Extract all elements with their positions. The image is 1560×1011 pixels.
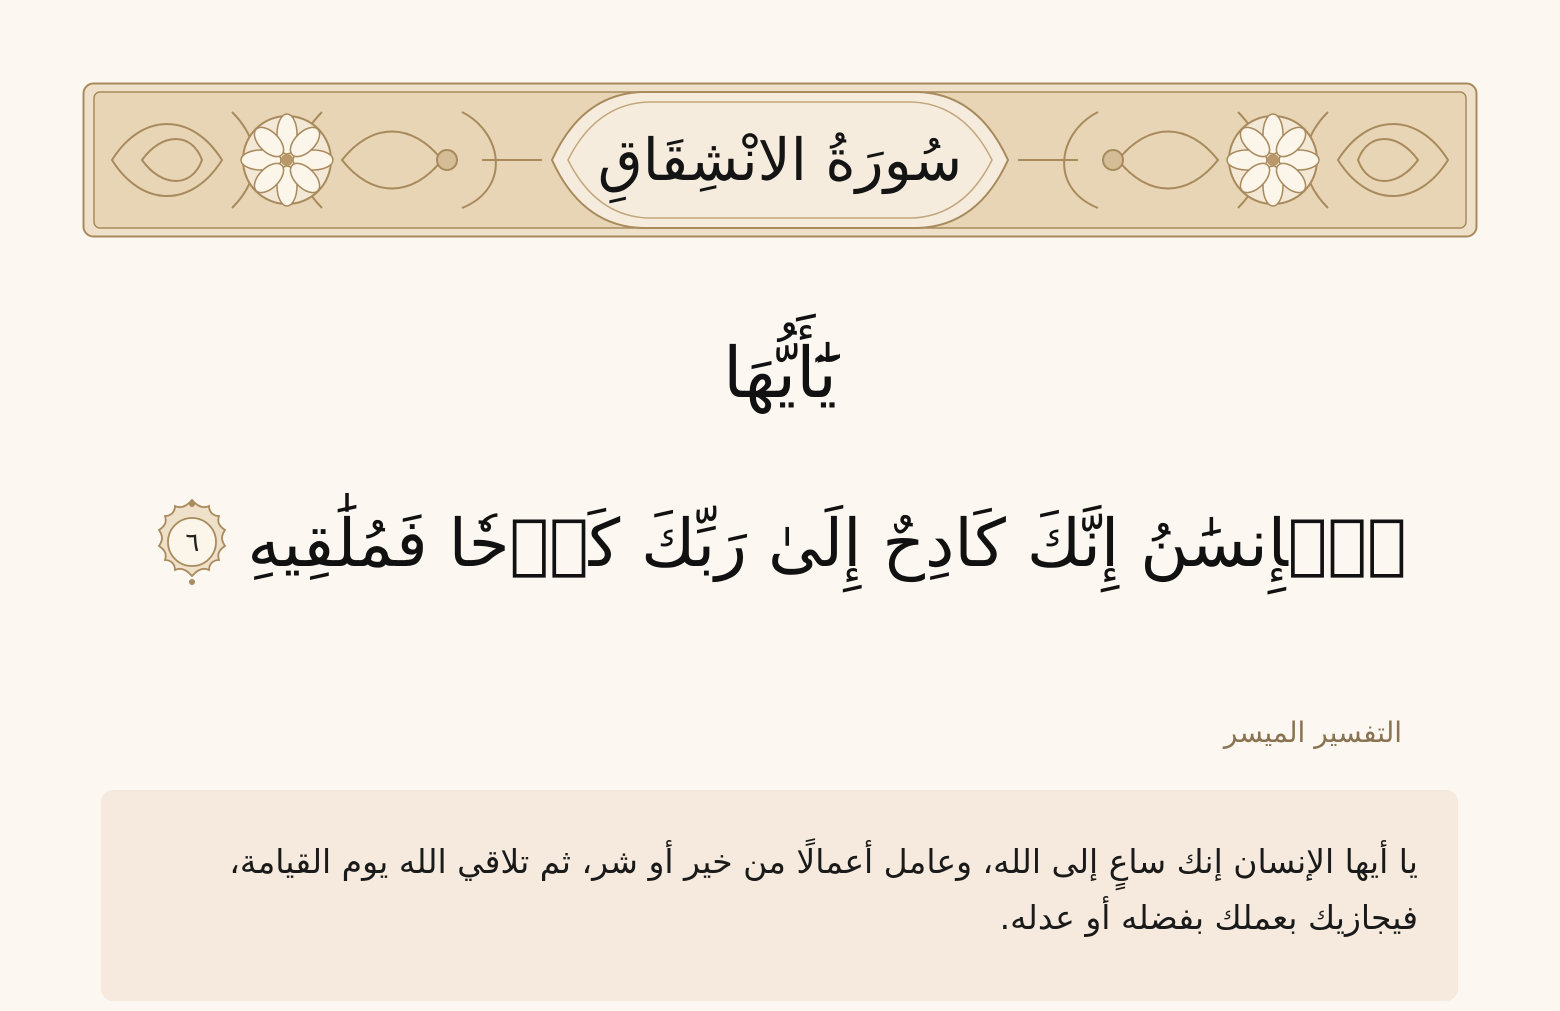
- surah-header-banner: [82, 82, 1478, 238]
- surah-title: سُورَةُ الانْشِقَاقِ: [597, 126, 963, 194]
- ayah-number-marker: [153, 498, 231, 588]
- verse-line-2-container: [120, 498, 1440, 588]
- ayah-number: ٦: [185, 528, 200, 558]
- tafsir-text: يا أيها الإنسان إنك ساعٍ إلى الله، وعامل أعمالًا من خير أو شر، ثم تلاقي الله يوم القيامة، فيجازيك بعملك بفضله أو عدله.: [229, 842, 1418, 937]
- tafsir-label: التفسير الميسر: [1223, 716, 1402, 749]
- verse-line-1: يَٰٓأَيُّهَا: [723, 332, 837, 414]
- tafsir-box: [101, 790, 1458, 1001]
- verse-line-2: ٱلۡإِنسَٰنُ إِنَّكَ كَادِحٌ إِلَىٰ رَبِّكَ كَدۡحٗا فَمُلَٰقِيهِ: [247, 504, 1407, 582]
